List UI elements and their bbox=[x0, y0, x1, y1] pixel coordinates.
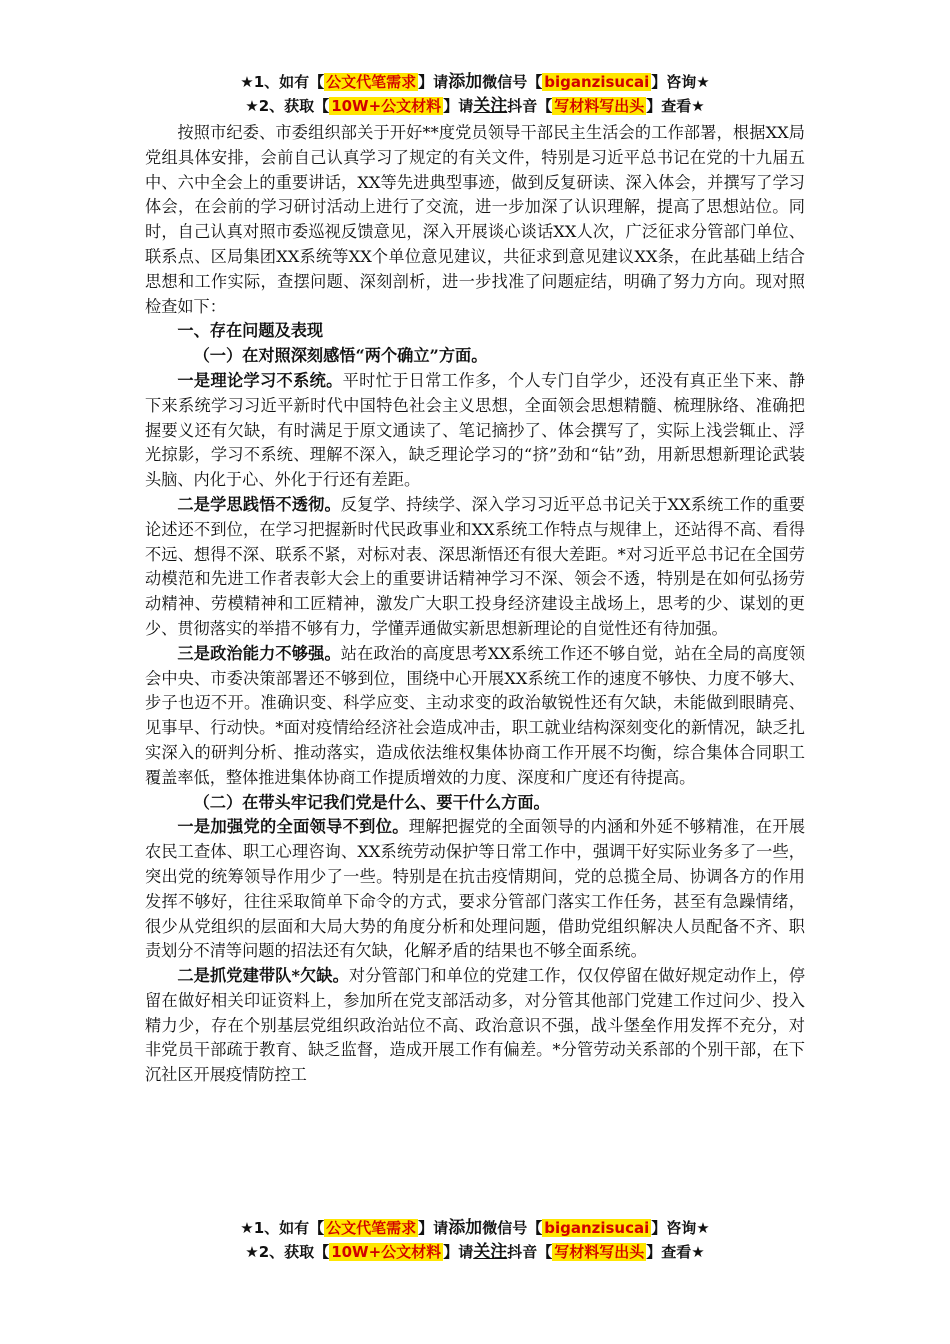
top-banner-line-1: ★1、如有【 公文代笔需求 】请添加微信号【 biganzisucai 】咨询★ bbox=[240, 72, 710, 92]
bottom-banner-line-2: ★2、获取【 10W+公文材料 】请关注抖音【 写材料写出头 】查看★ bbox=[245, 1242, 705, 1262]
highlight-douyin: 写材料写出头 bbox=[554, 97, 645, 115]
highlight-wechat-id: biganzisucai bbox=[544, 73, 650, 91]
top-banner-line-2: ★2、获取【 10W+公文材料 】请关注抖音【 写材料写出头 】查看★ bbox=[245, 96, 705, 116]
document-body bbox=[145, 121, 805, 1088]
highlight-service: 公文代笔需求 bbox=[326, 73, 417, 91]
highlight-wechat-id: biganzisucai bbox=[544, 1219, 650, 1237]
paragraph: 一是加强党的全面领导不到位。理解把握党的全面领导的内涵和外延不够精准，在开展农民工查体、职工心理咨询、XX系统劳动保护等日常工作中，强调干好实际业务多了一些，突出党的统筹领导作用少了一些。特别是在抗击疫情期间，党的总揽全局、协调各方的作用发挥不够好，往往采取简单下命令的方式，要求分管部门落实工作任务，甚至有急躁情绪，很少从党组织的层面和大局大势的角度分析和处理问题，借助党组织解决人员配备不齐、职责划分不清等问题的招法还有欠缺，化解矛盾的结果也不够全面系统。 bbox=[145, 817, 806, 961]
paragraph: 三是政治能力不够强。站在政治的高度思考XX系统工作还不够自觉，站在全局的高度领会中央、市委决策部署还不够到位，围绕中心开展XX系统工作的速度不够快、力度不够大、步子也迈不开。准确识变、科学应变、主动求变的政治敏锐性还有欠缺，未能做到眼睛亮、见事早、行动快。*面对疫情给经济社会造成冲击，职工就业结构深刻变化的新情况，缺乏扎实深入的研判分析、推动落实，造成依法维权集体协商工作开展不均衡，综合集体合同职工覆盖率低，整体推进集体协商工作提质增效的力度、深度和广度还有待提高。 bbox=[145, 643, 806, 787]
subsection-heading: （一）在对照深刻感悟“两个确立”方面。 bbox=[193, 346, 488, 366]
highlight-materials: 10W+公文材料 bbox=[331, 97, 442, 115]
bottom-banner-line-1: ★1、如有【 公文代笔需求 】请添加微信号【 biganzisucai 】咨询★ bbox=[240, 1218, 710, 1238]
subsection-heading: （二）在带头牢记我们党是什么、要干什么方面。 bbox=[193, 792, 550, 812]
highlight-materials: 10W+公文材料 bbox=[331, 1243, 442, 1261]
highlight-service: 公文代笔需求 bbox=[326, 1219, 417, 1237]
intro-paragraph: 按照市纪委、市委组织部关于开好**度党员领导干部民主生活会的工作部署，根据XX局党组具体安排，会前自己认真学习了规定的有关文件，特别是习近平总书记在党的十九届五中、六中全会上的重要讲话，XX等先进典型事迹，做到反复研读、深入体会，并撰写了学习体会，在会前的学习研讨活动上进行了交流，进一步加深了认识理解，提高了思想站位。同时，自己认真对照市委巡视反馈意见，深入开展谈心谈话XX人次，广泛征求分管部门单位、联系点、区局集团XX系统等XX个单位意见建议，共征求到意见建议XX条，在此基础上结合思想和工作实际，查摆问题、深刻剖析，进一步找准了问题症结，明确了努力方向。现对照检查如下： bbox=[145, 123, 805, 316]
highlight-douyin: 写材料写出头 bbox=[554, 1243, 645, 1261]
paragraph: 二是学思践悟不透彻。反复学、持续学、深入学习习近平总书记关于XX系统工作的重要论述还不到位，在学习把握新时代民政事业和XX系统工作特点与规律上，还站得不高、看得不远、想得不深、联系不紧，对标对表、深思渐悟还有很大差距。*对习近平总书记在全国劳动模范和先进工作者表彰大会上的重要讲话精神学习不深、领会不透，特别是在如何弘扬劳动精神、劳模精神和工匠精神，激发广大职工投身经济建设主战场上，思考的少、谋划的更少、贯彻落实的举措不够有力，学懂弄通做实新思想新理论的自觉性还有待加强。 bbox=[145, 494, 806, 638]
section-heading: 一、存在问题及表现 bbox=[177, 321, 324, 341]
paragraph: 一是理论学习不系统。平时忙于日常工作多，个人专门自学少，还没有真正坐下来、静下来系统学习习近平新时代中国特色社会主义思想，全面领会思想精髓、梳理脉络、准确把握要义还有欠缺，有时满足于原文通读了、笔记摘抄了、体会撰写了，实际上浅尝辄止、浮光掠影，学习不系统、理解不深入，缺乏理论学习的“挤”劲和“钻”劲，用新思想新理论武装头脑、内化于心、外化于行还有差距。 bbox=[145, 370, 805, 490]
paragraph: 二是抓党建带队*欠缺。对分管部门和单位的党建工作，仅仅停留在做好规定动作上，停留在做好相关印证资料上，参加所在党支部活动多，对分管其他部门党建工作过问少、投入精力少，存在个别基层党组织政治站位不高、政治意识不强，战斗堡垒作用发挥不充分，对非党员干部疏于教育、缺乏监督，造成开展工作有偏差。*分管劳动关系部的个别干部，在下沉社区开展疫情防控工 bbox=[145, 966, 806, 1085]
